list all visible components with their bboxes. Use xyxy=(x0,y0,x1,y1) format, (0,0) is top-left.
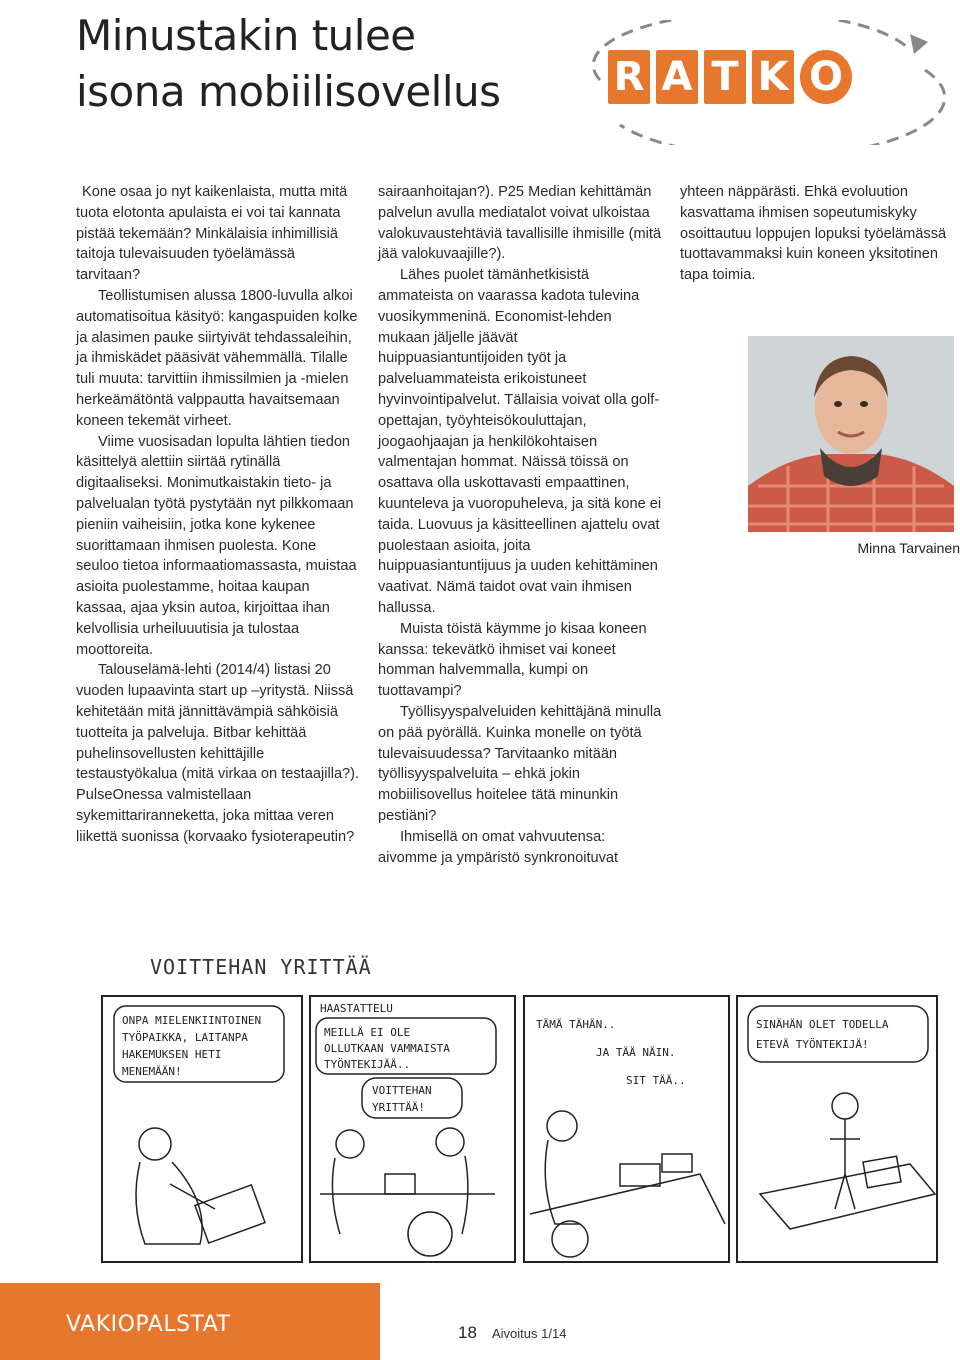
paragraph: Muista töistä käymme jo kisaa koneen kanssa: tekevätkö ihmiset vai koneet homman halvemmalla, kumpi on tuottavampi? xyxy=(378,620,647,700)
logo-letter-t: T xyxy=(704,50,746,104)
comic-text: TÄMÄ TÄHÄN.. xyxy=(536,1018,616,1031)
comic-text: SIT TÄÄ.. xyxy=(626,1074,686,1087)
paragraph: Työllisyyspalveluiden kehittäjänä minulla on pää pyörällä. Kuinka monelle on työtä tulevaisuudessa? Tarvitaanko mitään työllisyyspalveluita – ehkä jokin mobiilisovellus hoitelee tätä minunkin pestiäni? xyxy=(378,703,662,824)
article-title xyxy=(76,8,596,120)
paragraph: Kone osaa jo nyt kaikenlaista, mutta mitä tuota elotonta apulaista ei voi tai kannata pistää tekemään? Minkälaisia inhimillisiä taitoja tulevaisuuden työelämässä tarvitaan? xyxy=(76,184,348,284)
comic-text: MEILLÄ EI OLE xyxy=(324,1026,411,1039)
comic-text: SINÄHÄN OLET TODELLA xyxy=(756,1018,889,1031)
comic-text: TYÖPAIKKA, LAITANPA xyxy=(122,1031,248,1044)
paragraph: Talouselämä-lehti (2014/4) listasi 20 vuoden lupaavinta start up –yritystä. Niissä kehitetään mitä jännittävämpiä sähköisiä tuotteita ja palveluja. Bitbar kehittää puhelinsovellusten kehittäjille testaustyökalua (mitä virkaa on testaajilla?). PulseOnessa valmistellaan sykemittariranneketta, joka mittaa veren liikettä suonissa (korvaako fysioterapeutin? xyxy=(76,662,360,845)
logo-letters xyxy=(608,50,852,104)
paragraph: yhteen näppärästi. Ehkä evoluution kasvattama ihmisen sopeutumiskyky osoittautuu loppujen lopuksi työelämässä tuottavammaksi kuin koneen yksitotinen tapa toimia. xyxy=(680,184,947,284)
comic-text: HAASTATTELU xyxy=(320,1002,393,1015)
publication-issue: Aivoitus 1/14 xyxy=(492,1326,567,1341)
comic-text: VOITTEHAN xyxy=(372,1084,432,1097)
author-photo xyxy=(748,336,954,532)
comic-panel-2 xyxy=(316,1002,496,1256)
page-number: 18 xyxy=(458,1323,477,1342)
comic-text: MENEMÄÄN! xyxy=(122,1065,182,1078)
logo-letter-a: A xyxy=(656,50,698,104)
paragraph: Ihmisellä on omat vahvuutensa: aivomme ja ympäristö synkronoituvat xyxy=(378,828,619,866)
title-line-1: Minustakin tulee xyxy=(76,11,416,60)
comic-text: ONPA MIELENKIINTOINEN xyxy=(122,1014,262,1027)
paragraph: sairaanhoitajan?). P25 Median kehittämän palvelun avulla mediatalot voivat ulkoistaa valokuvaustehtäviä tavallisille ihmisille (mitä jää valokuvaajille?). xyxy=(378,184,662,263)
comic-text: HAKEMUKSEN HETI xyxy=(122,1048,222,1061)
comic-panel-4 xyxy=(748,1006,935,1229)
text-column-2 xyxy=(378,182,664,868)
paragraph: Lähes puolet tämänhetkisistä ammateista on vaarassa kadota tulevina vuosikymmeninä. Economist-lehden mukaan jäljelle jäävät huippuasiantuntijoiden työt ja palveluammateista erikoistuneet hyvinvointipalvelut. Tällaisia voivat olla golf-opettajan, työyhteisökouluttajan, joogaohjaajan ja henkilökohtaisen valmentajan hommat. Näissä töissä on osattava olla uskottavasti empaattinen, kuunteleva ja vuoropuheleva, ja sitä kone ei taida. Luovuus ja käsitteellinen ajattelu ovat puolestaan asioita, joita huippuasiantuntijuus ja uuden kehittäminen vaativat. Nämä taidot ovat vain ihmisen hallussa. xyxy=(378,267,662,616)
paragraph: Viime vuosisadan lopulta lähtien tiedon käsittelyä alettiin siirtää rytinällä digitaaliseksi. Monimutkaistakin tieto- ja palvelualan työtä pystytään nyt pilkkomaan pieniin vaiheisiin, jotka kone kykenee suorittamaan ihmisen puolesta. Kone seuloo tietoa informaatiomassasta, muistaa asioita puolestamme, hoitaa kaupan kassaa, ajaa yksin autoa, kirjoittaa ihan kelvollisia urheiluuutisia ja tulostaa moottoreita. xyxy=(76,433,357,658)
text-column-1 xyxy=(76,182,362,848)
title-line-2: isona mobiilisovellus xyxy=(76,67,501,116)
comic-text: ETEVÄ TYÖNTEKIJÄ! xyxy=(756,1038,869,1051)
photo-caption: Minna Tarvainen xyxy=(857,540,960,556)
comic-panel-1 xyxy=(114,1006,284,1244)
logo-letter-k: K xyxy=(752,50,794,104)
comic-text: TYÖNTEKIJÄÄ.. xyxy=(324,1058,411,1071)
footer-section-label: VAKIOPALSTAT xyxy=(66,1312,231,1337)
comic-panel-3 xyxy=(530,1018,725,1257)
comic-text: YRITTÄÄ! xyxy=(372,1101,425,1114)
logo-letter-r: R xyxy=(608,50,650,104)
comic-text: JA TÄÄ NÄIN. xyxy=(596,1046,676,1059)
paragraph: Teollistumisen alussa 1800-luvulla alkoi automatisoitua käsityö: kangaspuiden kolke ja alasimen pauke siirtyivät tehdassaleihin, ja ihmiskädet pääsivät vähemmällä. Tilalle tuli muuta: tarvittiin ihmissilmien ja -mielen herkeämätöntä valppautta havaitsemaan koneen tekemät virheet. xyxy=(76,287,358,429)
comic-text: OLLUTKAAN VAMMAISTA xyxy=(324,1042,450,1055)
text-column-3 xyxy=(680,182,950,286)
comic-title: VOITTEHAN YRITTÄÄ xyxy=(150,955,372,979)
ratko-logo xyxy=(580,20,960,145)
logo-letter-o: O xyxy=(800,50,852,104)
comic-strip xyxy=(100,994,940,1266)
